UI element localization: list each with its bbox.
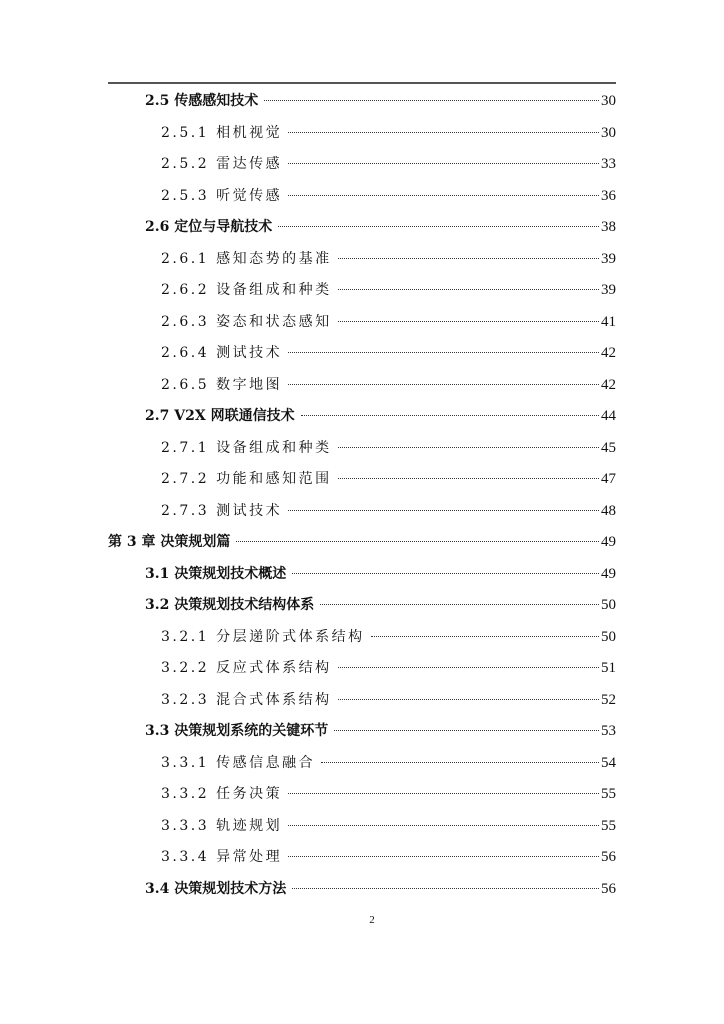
- toc-entry-page: 33: [601, 156, 616, 172]
- dot-leader: [320, 604, 599, 605]
- dot-leader: [338, 478, 599, 479]
- toc-entry[interactable]: [108, 716, 616, 748]
- toc-entry-title: 2.7.2 功能和感知范围: [161, 471, 332, 487]
- toc-entry-page: 36: [601, 187, 616, 204]
- toc-entry[interactable]: [108, 433, 616, 465]
- toc-entry[interactable]: [108, 401, 616, 433]
- toc-entry-page: 55: [601, 817, 616, 834]
- toc-entry-title: 2.5 传感感知技术: [145, 93, 259, 109]
- toc-entry[interactable]: [108, 874, 616, 906]
- toc-entry[interactable]: [108, 779, 616, 811]
- page-number: 2: [369, 914, 375, 926]
- toc-entry[interactable]: [108, 622, 616, 654]
- toc-entry-page: 55: [601, 786, 616, 802]
- toc-entry-title: 2.7.1 设备组成和种类: [161, 439, 332, 456]
- toc-entry-title: 2.7 V2X 网联通信技术: [145, 408, 295, 424]
- toc-entry-page: 38: [601, 219, 616, 235]
- dot-leader: [292, 573, 599, 574]
- toc-entry[interactable]: [108, 811, 616, 843]
- toc-entry-page: 56: [601, 849, 616, 865]
- toc-entry-title: 2.6.1 感知态势的基准: [161, 250, 332, 267]
- toc-entry-page: 52: [601, 691, 616, 708]
- dot-leader: [288, 132, 599, 133]
- toc-entry-page: 49: [601, 565, 616, 582]
- dot-leader: [288, 195, 599, 196]
- dot-leader: [288, 510, 599, 511]
- toc-entry-page: 42: [601, 376, 616, 393]
- dot-leader: [338, 699, 599, 700]
- toc-entry-title: 3.3.3 轨迹规划: [161, 817, 283, 834]
- dot-leader: [338, 321, 599, 322]
- dot-leader: [334, 730, 599, 731]
- dot-leader: [278, 226, 599, 227]
- dot-leader: [338, 258, 599, 259]
- dot-leader: [292, 888, 599, 889]
- toc-entry-page: 30: [601, 93, 616, 109]
- toc-entry[interactable]: [108, 118, 616, 150]
- toc-entry[interactable]: [108, 244, 616, 276]
- toc-entry-title: 2.7.3 测试技术: [161, 502, 283, 519]
- toc-entry-title: 3.4 决策规划技术方法: [145, 880, 287, 897]
- toc-entry-title: 2.6.2 设备组成和种类: [161, 282, 332, 298]
- dot-leader: [301, 415, 599, 416]
- toc-entry-page: 39: [601, 282, 616, 298]
- toc-entry[interactable]: [108, 685, 616, 717]
- dot-leader: [288, 856, 599, 857]
- toc-entry-title: 2.6.3 姿态和状态感知: [161, 313, 332, 330]
- toc-entry-title: 2.5.2 雷达传感: [161, 156, 283, 172]
- toc-entry-page: 42: [601, 345, 616, 361]
- dot-leader: [288, 793, 599, 794]
- toc-entry[interactable]: [108, 181, 616, 213]
- toc-entry-title: 3.2 决策规划技术结构体系: [145, 597, 315, 613]
- toc-entry-page: 30: [601, 124, 616, 141]
- toc-entry-page: 50: [601, 628, 616, 645]
- toc-entry[interactable]: [108, 748, 616, 780]
- dot-leader: [288, 825, 599, 826]
- toc-entry-title: 3.3 决策规划系统的关键环节: [145, 723, 329, 739]
- toc-entry[interactable]: [108, 842, 616, 874]
- toc-entry-title: 第 3 章 决策规划篇: [108, 534, 231, 550]
- dot-leader: [371, 636, 599, 637]
- toc-entry-title: 3.2.2 反应式体系结构: [161, 660, 332, 676]
- toc-entry[interactable]: [108, 559, 616, 591]
- toc-entry-title: 2.6.4 测试技术: [161, 345, 283, 361]
- toc-entry-title: 2.5.1 相机视觉: [161, 124, 283, 141]
- dot-leader: [338, 289, 599, 290]
- toc-entry[interactable]: [108, 370, 616, 402]
- toc-entry-title: 3.3.2 任务决策: [161, 786, 283, 802]
- toc-entry-page: 49: [601, 534, 616, 550]
- toc-entry-title: 3.2.1 分层递阶式体系结构: [161, 628, 365, 645]
- toc-entry[interactable]: [108, 212, 616, 244]
- toc-entry-page: 50: [601, 597, 616, 613]
- toc-entry-page: 54: [601, 754, 616, 771]
- toc-entry-title: 3.3.4 异常处理: [161, 849, 283, 865]
- toc-entry-title: 3.2.3 混合式体系结构: [161, 691, 332, 708]
- header-rule: [108, 82, 616, 84]
- toc-entry-title: 2.6.5 数字地图: [161, 376, 283, 393]
- dot-leader: [321, 762, 599, 763]
- toc-entry-page: 47: [601, 471, 616, 487]
- toc-entry[interactable]: [108, 86, 616, 118]
- dot-leader: [288, 352, 599, 353]
- toc-entry-title: 2.6 定位与导航技术: [145, 219, 273, 235]
- toc-entry[interactable]: [108, 275, 616, 307]
- toc-entry-page: 53: [601, 723, 616, 739]
- toc-entry[interactable]: [108, 496, 616, 528]
- toc-entry-page: 44: [601, 408, 616, 424]
- table-of-contents: [108, 86, 616, 905]
- toc-entry[interactable]: [108, 149, 616, 181]
- dot-leader: [338, 667, 599, 668]
- toc-entry-page: 39: [601, 250, 616, 267]
- dot-leader: [288, 163, 599, 164]
- toc-entry-title: 3.3.1 传感信息融合: [161, 754, 316, 771]
- dot-leader: [236, 541, 599, 542]
- toc-entry-page: 56: [601, 880, 616, 897]
- toc-entry-page: 48: [601, 502, 616, 519]
- toc-entry[interactable]: [108, 307, 616, 339]
- toc-entry-title: 2.5.3 听觉传感: [161, 187, 283, 204]
- dot-leader: [338, 447, 599, 448]
- toc-entry-page: 41: [601, 313, 616, 330]
- toc-entry[interactable]: [108, 338, 616, 370]
- toc-entry[interactable]: [108, 653, 616, 685]
- dot-leader: [264, 100, 599, 101]
- toc-entry[interactable]: [108, 527, 616, 559]
- dot-leader: [288, 384, 599, 385]
- toc-entry[interactable]: [108, 464, 616, 496]
- toc-entry-page: 51: [601, 660, 616, 676]
- toc-entry-title: 3.1 决策规划技术概述: [145, 565, 287, 582]
- toc-entry[interactable]: [108, 590, 616, 622]
- toc-entry-page: 45: [601, 439, 616, 456]
